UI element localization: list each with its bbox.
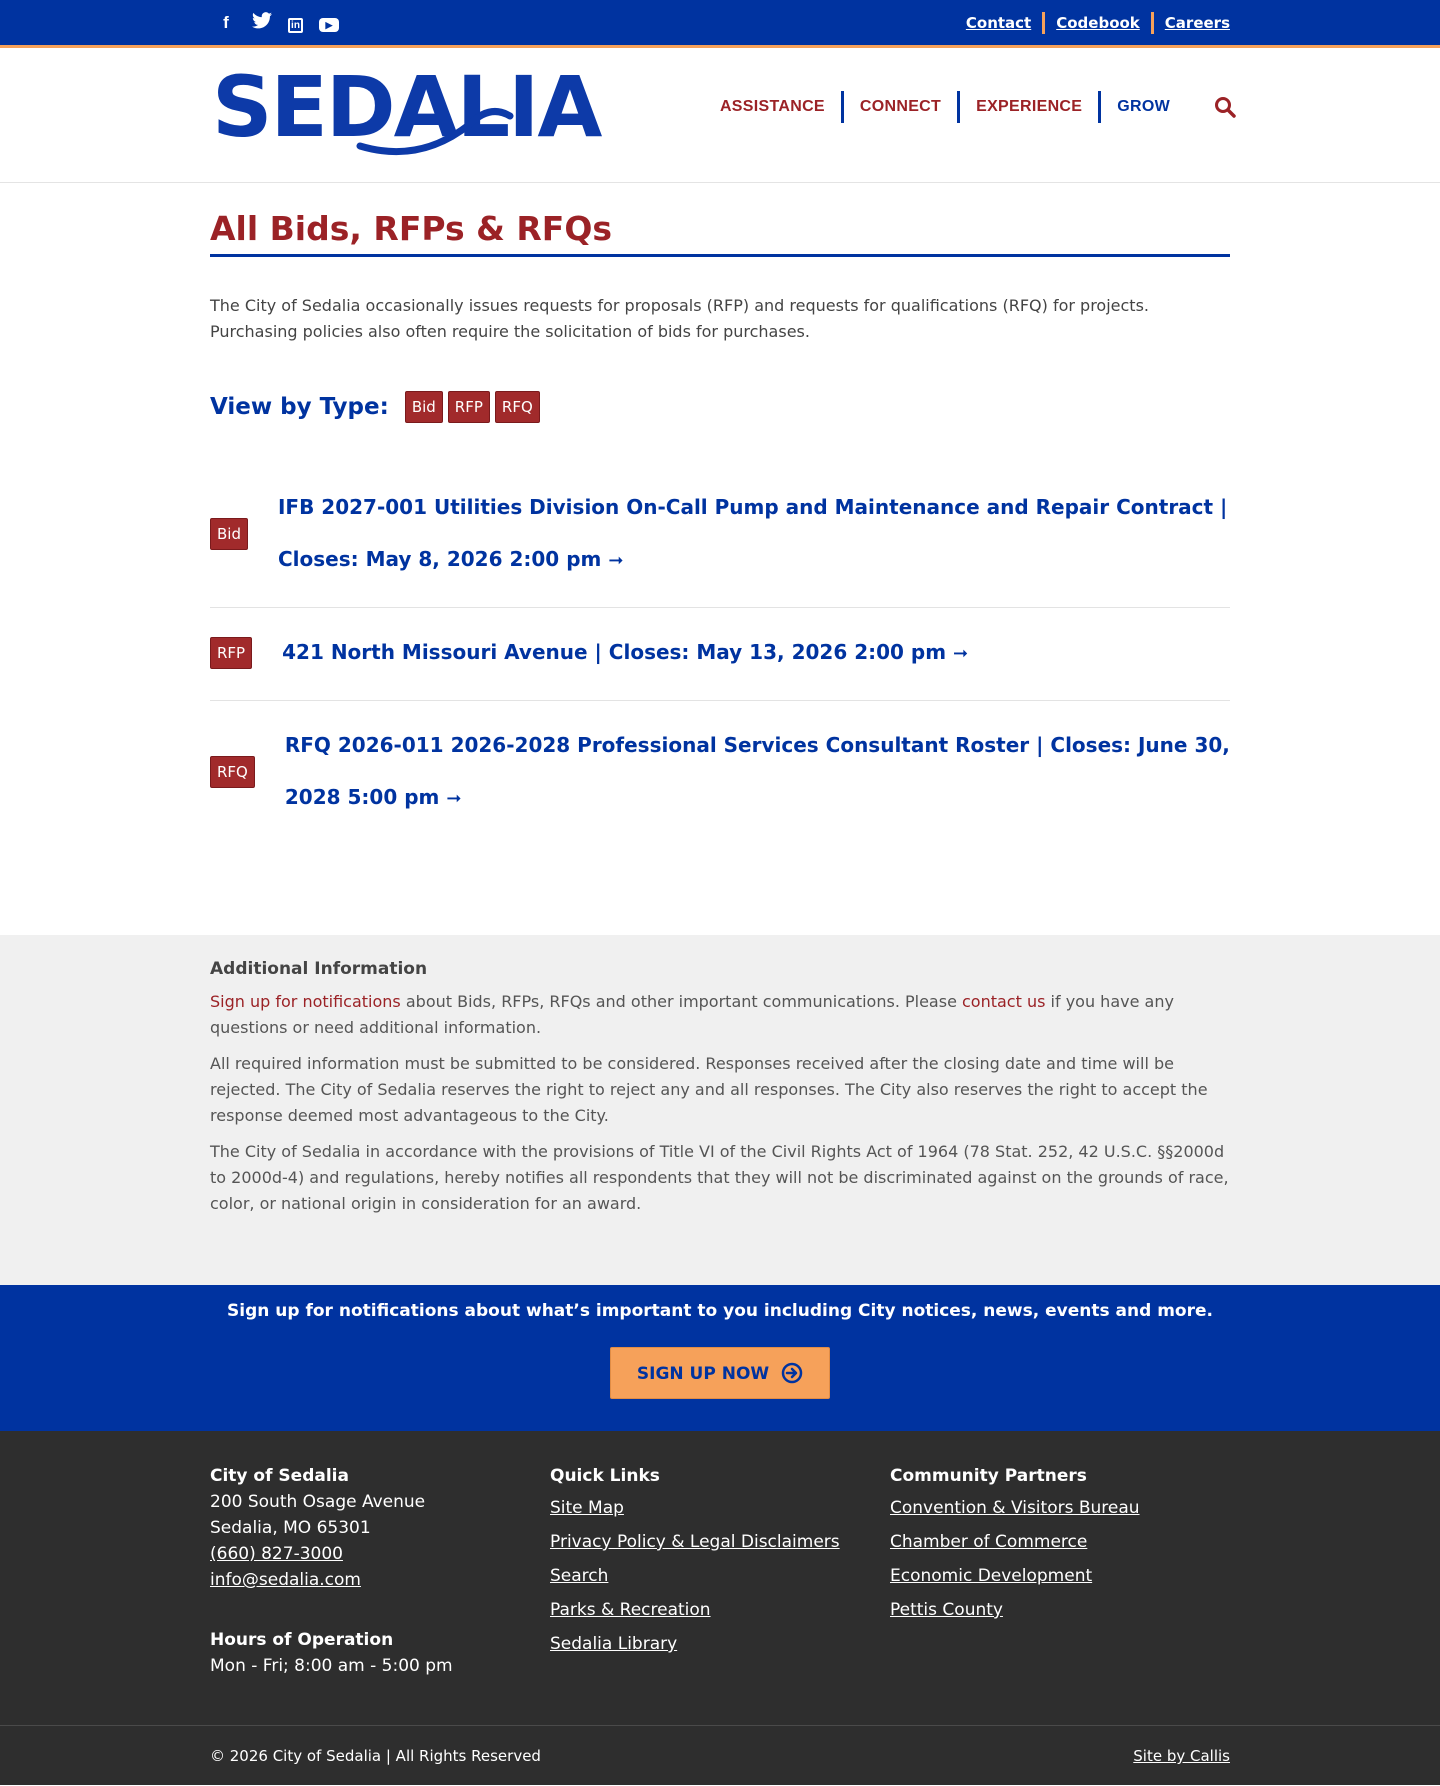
arrow-right-icon: ➞ <box>608 550 624 571</box>
page-title: All Bids, RFPs & RFQs <box>210 183 1230 257</box>
bid-list <box>210 463 1230 845</box>
footer-heading: City of Sedalia <box>210 1466 349 1486</box>
filter-rfp[interactable]: RFP <box>448 391 490 423</box>
requirements-paragraph: All required information must be submitted to be considered. Responses received after the closing date and time will be rejected. The City of Sedalia reserves the right to reject any and all responses. The City also reserves the right to accept the response deemed most advantageous to the City. <box>210 1054 1208 1125</box>
copyright-text: © 2026 City of Sedalia | All Rights Reserved <box>210 1747 541 1765</box>
site-credit-link[interactable]: Site by Callis <box>1133 1747 1230 1765</box>
list-item <box>210 463 1230 608</box>
nav-grow[interactable]: GROW <box>1117 98 1170 115</box>
site-header <box>0 48 1440 183</box>
title-vi-paragraph: The City of Sedalia in accordance with the provisions of Title VI of the Civil Rights Act of 1964 (78 Stat. 252, 42 U.S.C. §§2000d to 2000d-4) and regulations, hereby notifies all respondents that they will not be discriminated against on the grounds of race, color, or national origin in consideration for an award. <box>210 1142 1229 1213</box>
address-line: Sedalia, MO 65301 <box>210 1518 371 1538</box>
signup-banner <box>0 1285 1440 1431</box>
filter-bid[interactable]: Bid <box>405 391 443 423</box>
social-links <box>210 12 339 33</box>
twitter-icon[interactable] <box>252 12 272 33</box>
type-badge: RFP <box>210 637 252 669</box>
footer-link[interactable]: Pettis County <box>890 1600 1003 1620</box>
copyright-bar <box>0 1725 1440 1785</box>
sign-up-button[interactable]: SIGN UP NOW <box>610 1347 830 1399</box>
type-badge: Bid <box>210 518 248 550</box>
contact-us-link[interactable]: contact us <box>962 992 1046 1011</box>
notification-paragraph: Sign up for notifications about Bids, RFPs, RFQs and other important communications. Please contact us if you have any questions or need additional information. <box>210 992 1174 1037</box>
nav-experience[interactable]: EXPERIENCE <box>976 98 1083 115</box>
careers-link[interactable]: Careers <box>1164 13 1230 32</box>
main-nav <box>704 91 1230 123</box>
arrow-circle-icon <box>781 1362 803 1384</box>
linkedin-icon[interactable]: in <box>288 13 303 33</box>
site-footer <box>0 1431 1440 1725</box>
footer-link[interactable]: Economic Development <box>890 1566 1093 1586</box>
footer-link[interactable]: Site Map <box>550 1498 624 1518</box>
footer-link[interactable]: Search <box>550 1566 609 1586</box>
view-by-type <box>210 391 1230 423</box>
nav-assistance[interactable]: ASSISTANCE <box>719 98 825 115</box>
facebook-icon[interactable]: f <box>223 12 229 32</box>
youtube-icon[interactable]: ▶ <box>319 13 339 32</box>
codebook-link[interactable]: Codebook <box>1056 13 1140 32</box>
svg-text:SEDALIA: SEDALIA <box>212 58 601 156</box>
email-link[interactable]: info@sedalia.com <box>210 1570 361 1590</box>
bid-link[interactable]: 421 North Missouri Avenue | Closes: May 13, 2026 2:00 pm ➞ <box>282 640 969 664</box>
type-badge: RFQ <box>210 756 255 788</box>
footer-community-partners <box>890 1463 1230 1679</box>
arrow-right-icon: ➞ <box>446 788 462 809</box>
signup-link[interactable]: Sign up for notifications <box>210 992 401 1011</box>
search-icon[interactable] <box>1198 96 1230 118</box>
phone-link[interactable]: (660) 827-3000 <box>210 1544 343 1564</box>
hours-heading: Hours of Operation <box>210 1630 394 1650</box>
nav-connect[interactable]: CONNECT <box>859 98 942 115</box>
additional-info-heading: Additional Information <box>210 959 428 979</box>
list-item <box>210 701 1230 845</box>
footer-heading: Community Partners <box>890 1466 1087 1486</box>
list-item <box>210 608 1230 701</box>
additional-info <box>0 935 1440 1285</box>
footer-link[interactable]: Chamber of Commerce <box>890 1532 1088 1552</box>
view-by-label: View by Type: <box>210 394 389 420</box>
footer-link[interactable]: Sedalia Library <box>550 1634 678 1654</box>
hours-text: Mon - Fri; 8:00 am - 5:00 pm <box>210 1656 453 1676</box>
filter-rfq[interactable]: RFQ <box>495 391 540 423</box>
arrow-right-icon: ➞ <box>953 643 969 664</box>
utility-links <box>955 12 1230 34</box>
bid-link[interactable]: RFQ 2026-011 2026-2028 Professional Services Consultant Roster | Closes: June 30, 2028 5:00 pm ➞ <box>284 733 1230 809</box>
main-content <box>210 183 1230 845</box>
footer-quick-links <box>550 1463 890 1679</box>
footer-link[interactable]: Convention & Visitors Bureau <box>890 1498 1140 1518</box>
footer-heading: Quick Links <box>550 1466 660 1486</box>
bid-link[interactable]: IFB 2027-001 Utilities Division On-Call Pump and Maintenance and Repair Contract | Closes: May 8, 2026 2:00 pm ➞ <box>277 495 1228 571</box>
utility-bar <box>0 0 1440 48</box>
footer-link[interactable]: Privacy Policy & Legal Disclaimers <box>550 1532 840 1552</box>
footer-city-info <box>210 1463 550 1679</box>
sedalia-logo[interactable] <box>210 54 601 160</box>
address-line: 200 South Osage Avenue <box>210 1492 426 1512</box>
contact-link[interactable]: Contact <box>965 13 1032 32</box>
signup-text: Sign up for notifications about what’s important to you including City notices, news, events and more. <box>227 1301 1213 1321</box>
footer-link[interactable]: Parks & Recreation <box>550 1600 711 1620</box>
intro-text: The City of Sedalia occasionally issues requests for proposals (RFP) and requests for qualifications (RFQ) for projects. Purchasing policies also often require the solicitation of bids for purchases. <box>210 296 1149 341</box>
